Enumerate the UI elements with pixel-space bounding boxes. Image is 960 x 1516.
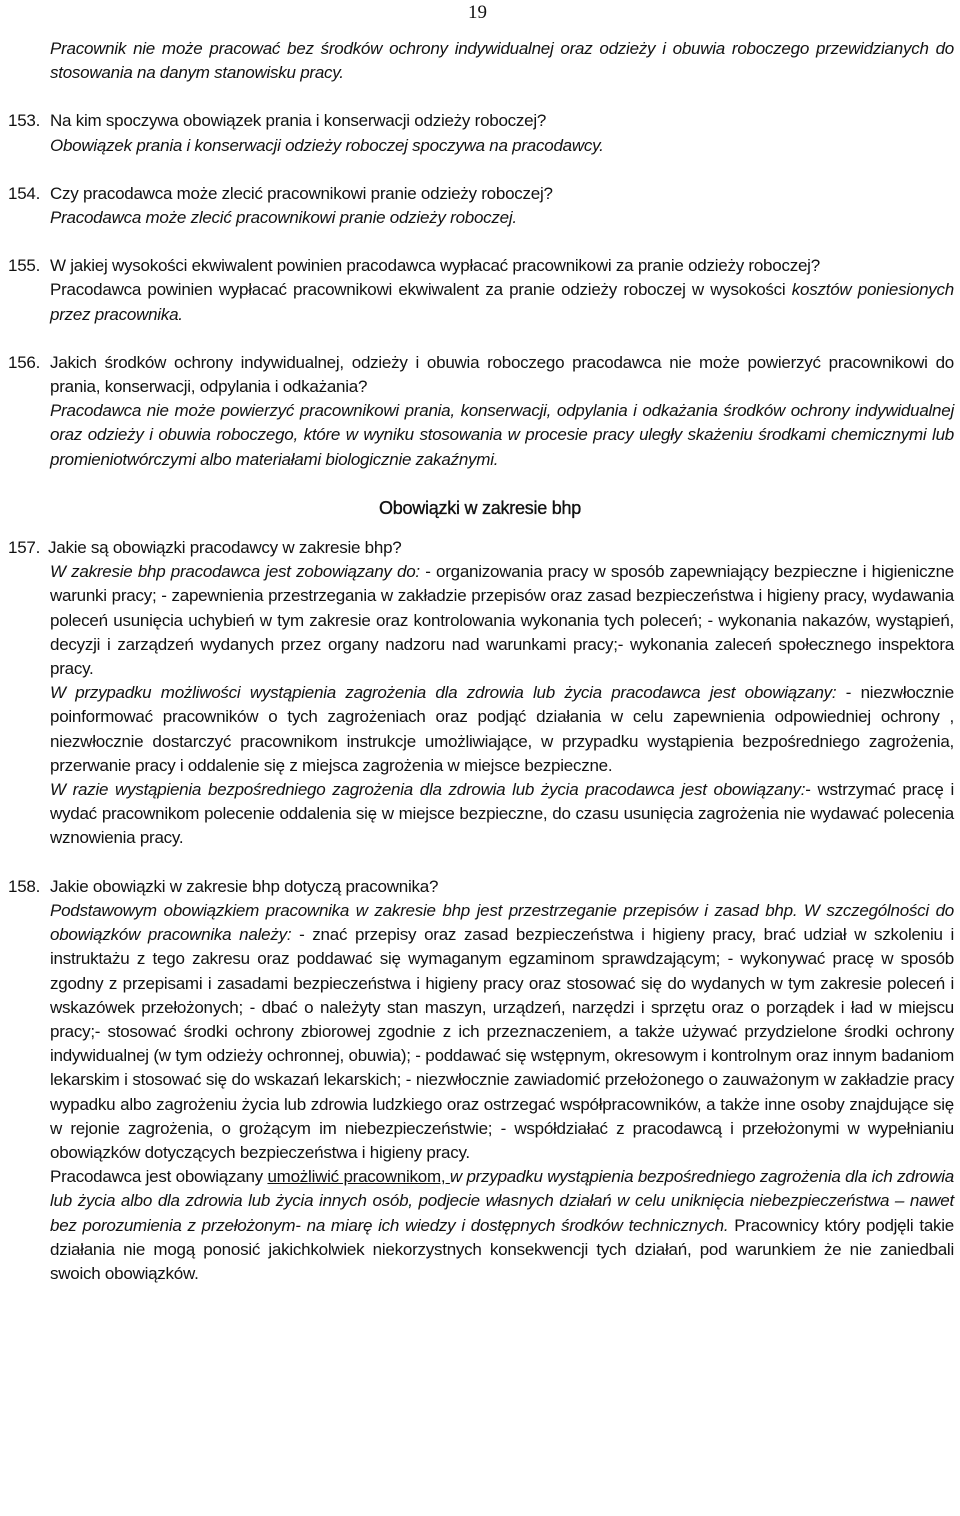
answer-body: w przypadku wystąpienia bezpośredniego zagrożenia dla ich zdrowia lub życia albo dla zdrowia lub życia innych osób, podjecie własnych działań w celu uniknięcia niebezpieczeństwa – nawet bez porozumienia z przełożonym- na miarę ich wiedzy i dostępnych środków technicznych.: [50, 1167, 954, 1235]
answer-paragraph-2: [0, 681, 960, 778]
intro-block: [0, 37, 960, 85]
question-text: Czy pracodawca może zlecić pracownikowi pranie odzieży roboczej?: [50, 183, 553, 203]
question-158: [0, 875, 960, 1286]
answer-lead: W przypadku możliwości wystąpienia zagrożenia dla zdrowia lub życia pracodawca jest obowiązany:: [50, 683, 837, 703]
question-text: Jakie obowiązki w zakresie bhp dotyczą pracownika?: [50, 876, 439, 896]
document-body: [0, 37, 960, 1310]
question-number: 158.: [8, 876, 41, 896]
question-number: 153.: [8, 111, 41, 131]
question-text: Na kim spoczywa obowiązek prania i konserwacji odzieży roboczej?: [50, 111, 547, 131]
answer-paragraph-1: [0, 899, 960, 1165]
answer-body: - wstrzymać pracę i wydać pracownikom polecenie oddalenia się w miejsce bezpieczne, do czasu usunięcia zagrożenia nie wydawać polecenia wznowienia pracy.: [50, 780, 954, 848]
answer-lead: Podstawowym obowiązkiem pracownika w zakresie bhp jest przestrzeganie przepisów i zasad bhp. W szczególności do obowiązków pracownika należy:: [50, 900, 954, 945]
answer-body: - niezwłocznie poinformować pracowników o tych zagrożeniach oraz podjąć działania w celu zapewnienia odpowiedniej ochrony , niezwłocznie dostarczyć pracownikom instrukcje umożliwiające, w przypadku wystąpienia bezpośredniego zagrożenia, przerwanie pracy i oddalenie się z miejsca zagrożenia w miejsce bezpieczne.: [50, 683, 954, 775]
answer-paragraph-2: [0, 1165, 960, 1286]
answer-paragraph-1: [0, 560, 960, 681]
section-heading: Obowiązki w zakresie bhp: [378, 497, 582, 518]
answer-part-regular: Pracodawca powinien wypłacać pracownikowi ekwiwalent za pranie odzieży roboczej w wysokości: [50, 280, 786, 300]
intro-answer: Pracownik nie może pracować bez środków ochrony indywidualnej oraz odzieży i obuwia roboczego przewidzianych do stosowania na danym stanowisku pracy.: [50, 39, 954, 83]
page-number: 19: [468, 2, 487, 23]
answer-part-italic: kosztów poniesionych przez pracownika.: [50, 280, 954, 324]
question-text: Jakich środków ochrony indywidualnej, odzieży i obuwia roboczego pracodawca nie może powierzyć pracownikowi do prania, konserwacji, odpylania i odkażania?: [50, 352, 954, 397]
question-number: 156.: [8, 352, 41, 372]
answer-text: Obowiązek prania i konserwacji odzieży roboczej spoczywa na pracodawcy.: [50, 135, 604, 155]
question-number: 155.: [8, 256, 41, 276]
answer-lead: Pracodawca jest obowiązany: [50, 1167, 268, 1187]
question-155: [0, 254, 960, 327]
question-154: [0, 182, 960, 230]
question-156: [0, 351, 960, 472]
underlined-text: umożliwić pracownikom,: [267, 1167, 450, 1187]
question-157: [0, 536, 960, 851]
question-number: 154.: [8, 183, 41, 203]
answer-body: - organizowania pracy w sposób zapewniający bezpieczne i higieniczne warunki pracy; - zapewnienia przestrzegania w zakładzie przepisów oraz zasad bezpieczeństwa i higieny pracy, wydawania poleceń usunięcia uchybień w tym zakresie oraz kontrolowania wykonania tych poleceń; - wykonania nakazów, wystąpień, decyzji i zarządzeń wydanych przez organy nadzoru nad warunkami pracy;- wykonania zaleceń społecznego inspektora pracy.: [50, 562, 954, 679]
answer-text: Pracodawca może zlecić pracownikowi pranie odzieży roboczej.: [50, 208, 517, 228]
answer-lead: W razie wystąpienia bezpośredniego zagrożenia dla zdrowia lub życia pracodawca jest obowiązany:: [50, 780, 806, 800]
answer-paragraph-3: [0, 778, 960, 851]
answer-body: - znać przepisy oraz zasad bezpieczeństwa i higieny pracy, brać udział w szkoleniu i instruktażu z tego zakresu oraz poddawać się wymaganym egzaminom sprawdzającym; - wykonywać pracę w sposób zgodny z przepisami i zasadami bezpieczeństwa i higieny pracy oraz stosować się do wydanych w tym zakresie poleceń i wskazówek przełożonych; - dbać o należyty stan maszyn, urządzeń, narzędzi i sprzętu oraz o porządek i ład w miejscu pracy;- stosować środki ochrony zbiorowej zgodnie z ich przeznaczeniem, a także używać przydzielone środki ochrony indywidualnej (w tym odzieży ochronnej, obuwia); - poddawać się wstępnym, okresowym i kontrolnym oraz innym badaniom lekarskim i stosować się do wskazań lekarskich; - niezwłocznie zawiadomić przełożonego o zauważonym w zakładzie pracy wypadku albo zagrożeniu życia lub zdrowia ludzkiego oraz ostrzegać współpracowników, a także inne osoby znajdujące się w rejonie zagrożenia, o grożącym im niebezpieczeństwie; - współdziałać z pracodawcą i przełożonymi w wypełnianiu obowiązków dotyczących bezpieczeństwa i higieny pracy.: [50, 925, 955, 1162]
question-text: W jakiej wysokości ekwiwalent powinien pracodawca wypłacać pracownikowi za pranie odzieży roboczej?: [50, 256, 820, 276]
answer-lead: W zakresie bhp pracodawca jest zobowiązany do:: [50, 562, 420, 582]
answer-tail: Pracownicy który podjęli takie działania nie mogą ponosić jakichkolwiek niekorzystnych konsekwencji tych działań, pod warunkiem że nie zaniedbali swoich obowiązków.: [50, 1215, 955, 1283]
answer-text: Pracodawca nie może powierzyć pracownikowi prania, konserwacji, odpylania i odkażania środków ochrony indywidualnej oraz odzieży i obuwia roboczego, które w wyniku stosowania w procesie pracy uległy skażeniu środkami chemicznymi lub promieniotwórczymi albo materiałami biologicznie zakaźnymi.: [50, 401, 954, 469]
question-number: 157.: [8, 538, 41, 558]
answer-text: [0, 278, 960, 326]
question-153: [0, 109, 960, 157]
question-text: Jakie są obowiązki pracodawcy w zakresie bhp?: [48, 538, 402, 558]
